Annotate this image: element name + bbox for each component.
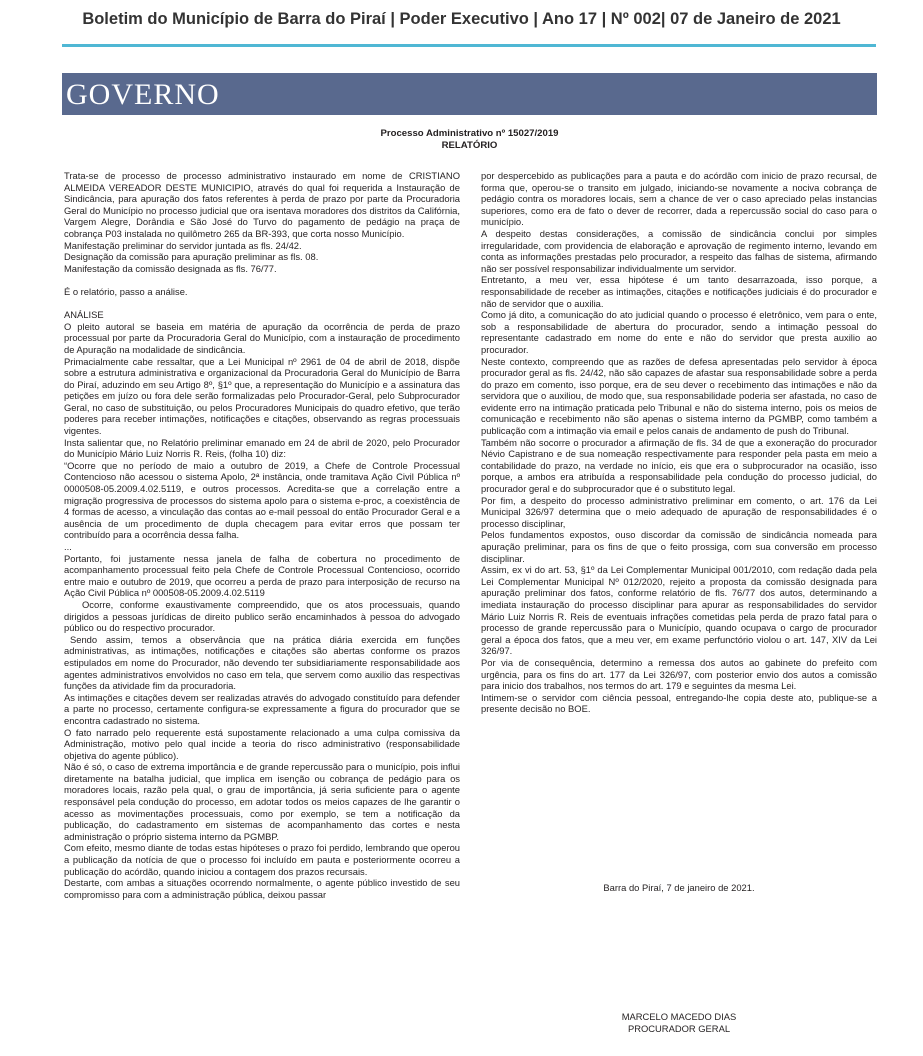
- paragraph: É o relatório, passo a análise.: [64, 285, 188, 297]
- paragraph: Por via de consequência, determino a remessa dos autos ao gabinete do prefeito com urgência, para os fins do art. 177 da Lei 326/97, com posterior envio dos autos a comissão para inicio dos trabalhos, nos termos do art. 179 e seguintes da mesma Lei.: [481, 656, 877, 692]
- paragraph: por despercebido as publicações para a pauta e do acórdão com inicio de prazo recursal, de forma que, operou-se o transito em julgado, iniciando-se novamente a nociva cobrança de pedágio contra os moradores locais, sem a chance de ver o caso apreciado pelas instancias superiores, como era de fato o dever de recorrer, dada a repercussão social do caso para o município.: [481, 170, 877, 228]
- ellipsis: ...: [64, 541, 72, 552]
- paragraph: Designação da comissão para apuração preliminar as fls. 08.: [64, 251, 319, 263]
- paragraph: Não é só, o caso de extrema importância e de grande repercussão para o município, pois influi diretamente na batalha judicial, que implica em isenção ou cobrança de pedágio para os moradores locais, razão pela qual, o grau de importância, já seria suficiente para o agente responsável pela condução do processo, em adotar todos os meios capazes de lhe garantir o acesso as movimentações processuais, como por exemplo, se tem a notificação da publicação, do cadastramento em sistemas de acompanhamento das cortes e nesta administração o próprio sistema interno da PGMBP.: [64, 761, 460, 842]
- paragraph: Ocorre, conforme exaustivamente compreendido, que os atos processuais, quando dirigidos a pessoas jurídicas de direito publico serão encaminhados à pessoa do advogado público ou do respectivo procurador.: [64, 598, 460, 634]
- date-line: Barra do Piraí, 7 de janeiro de 2021.: [603, 882, 755, 893]
- paragraph: O fato narrado pelo requerente está supostamente relacionado a uma culpa comissiva da Administração, motivo pelo qual incide a teoria do risco administrativo (responsabilidade objetiva do agente público).: [64, 726, 460, 761]
- paragraph: As intimações e citações devem ser realizadas através do advogado constituído para defender a parte no processo, certamente configura-se expressamente a figura do procurador que se encontra cadastrado no sistema.: [64, 691, 460, 726]
- header-divider: [62, 44, 876, 47]
- bulletin-header: Boletim do Município de Barra do Piraí | Poder Executivo | Ano 17 | Nº 002| 07 de Janeiro de 2021: [82, 10, 841, 28]
- paragraph: Manifestação da comissão designada as fls. 76/77.: [64, 262, 277, 274]
- right-column: [481, 170, 877, 715]
- paragraph: Trata-se de processo de processo administrativo instaurado em nome de CRISTIANO ALMEIDA VEREADOR DESTE MUNICIPIO, através do qual foi requerida a Instauração de Sindicância, para apuração dos fatos referentes à perda de prazo por parte da Procuradoria Geral do Município no processo judicial que ora isentava moradores dos distritos da Califórnia, Vargem Alegre, Dorândia e São José do Turvo do pagamento de pedágio na praça de cobrança P03 instalada no quilômetro 265 da BR-393, que corta nosso Município.: [64, 170, 460, 239]
- left-column: [64, 170, 460, 900]
- section-banner: GOVERNO: [62, 73, 877, 115]
- paragraph: Neste contexto, compreendo que as razões de defesa apresentadas pelo servidor à época procurador geral as fls. 24/42, não são capazes de afastar sua responsabilidade sobre a perda do prazo em comento, isso porque, era de seu dever o recebimento das intimações e não da servidora que o auxiliou, de modo que, sua responsabilidade poderia ser afastada, no caso de evidente erro na intimação praticada pelo Tribunal e não do sistema interno, pois os meios de comunicação e recebimento não são apenas o sistema interno da PGMBP, como também a publicação com a intimação via email e pelos canais de andamento de push do Tribunal.: [481, 355, 877, 437]
- paragraph: Como já dito, a comunicação do ato judicial quando o processo é eletrônico, vem para o ente, sob a responsabilidade de abertura do procurador, sendo a intimação pessoal do representante cadastrado em nome do ente e não do servidor que presta auxilio ao procurador.: [481, 309, 877, 355]
- document-heading: [62, 128, 877, 152]
- signer-role: PROCURADOR GERAL: [627, 1022, 731, 1034]
- paragraph: Primacialmente cabe ressaltar, que a Lei Municipal nº 2961 de 04 de abril de 2018, dispõe sobre a estrutura administrativa e organizacional da Procuradoria Geral do Município de Barra do Piraí, aduzindo em seu Artigo 8º, §1º que, a representação do Município e a assinatura das petições em juízo ou fora dele serão formalizadas pelo Procurador-Geral, pelo Subprocurador Geral, no caso de substituição, ou pelos Procuradores Municipais do quadro efetivo, que terão poderes para receber intimações, notificações e citações, observando as regras processuais vigentes.: [64, 355, 460, 437]
- paragraph: Destarte, com ambas a situações ocorrendo normalmente, o agente público investido de seu compromisso para com a administração pública, deixou passar: [64, 877, 460, 900]
- paragraph: Portanto, foi justamente nessa janela de falha de cobertura no procedimento de acompanhamento processual feito pela Chefe de Controle Processual Contencioso, ocorrido entre maio e outubro de 2019, que ocorreu a perda de prazo para interposição de recurso na Ação Civil Pública nº 000508-05.2009.4.02.5119: [64, 552, 460, 599]
- process-number: Processo Administrativo nº 15027/2019: [380, 128, 559, 139]
- paragraph: Assim, ex vi do art. 53, §1º da Lei Complementar Municipal 001/2010, com redação dada pela Lei Complementar Municipal Nº 012/2020, rejeito a proposta da comissão designada para apuração preliminar dos fatos, conforme relatório de fls. 76/77 dos autos, determinando a imediata instauração do processo disciplinar para apurar as responsabilidades do servidor Mário Luiz Norris R. Reis de eventuais infrações cometidas pela perda de prazo fatal para o processo de grande repercussão para o Município, quando ocupava o cargo de procurador geral a época dos fatos, que a meu ver, em exame perfunctório violou o art. 147, XIV da Lei 326/97.: [481, 564, 877, 657]
- paragraph: Intimem-se o servidor com ciência pessoal, entregando-lhe copia deste ato, publique-se a presente decisão no BOE.: [481, 691, 877, 715]
- document-kind: RELATÓRIO: [441, 140, 498, 151]
- spacer: [64, 298, 460, 310]
- paragraph: Insta salientar que, no Relatório preliminar emanado em 24 de abril de 2020, pelo Procurador do Município Mário Luiz Norris R. Reis, (folha 10) diz:: [64, 436, 460, 460]
- analysis-heading: ANÁLISE: [64, 309, 104, 321]
- quotation: “Ocorre que no período de maio a outubro de 2019, a Chefe de Controle Processual Contencioso não acessou o sistema Apolo, 2ª instância, onde tramitava Ação Civil Pública nº 0000508-05.2009.4.02.5119, e outros processos. Acredita-se que a correlação entre a migração progressiva de processos do sistema apolo para o sistema e-proc, a coexistência de 4 formas de acesso, a vinculação das contas ao e-mail pessoal do então Procurador Geral e a ausência de um procedimento de dupla checagem para evitar erros que possam ter contribuído para a ocorrência dessa falha.: [64, 459, 460, 541]
- signer-name: MARCELO MACEDO DIAS: [621, 1011, 737, 1022]
- paragraph: Também não socorre o procurador a afirmação de fls. 34 de que a exoneração do procurador Névio Capistrano e de sua nomeação respectivamente para responder pela pasta em meio a contabilidade do prazo, na verdade no início, eis que era o subprocurador na ocasião, isso porque, a ambos era atribuída a responsabilidade pela condução do processo judicial, do procurador geral e do subprocurador que é o substituto legal.: [481, 436, 877, 495]
- spacer: [64, 274, 460, 286]
- paragraph: A despeito destas considerações, a comissão de sindicância conclui por simples irregularidade, com providencia de elaboração e aprovação de regimento interno, levando em conta as informações prestadas pelo procurador, a respeito das falhas de sistema, afirmando não ser possível responsabilizar individualmente um servidor.: [481, 227, 877, 274]
- paragraph: O pleito autoral se baseia em matéria de apuração da ocorrência de perda de prazo processual por parte da Procuradoria Geral do Município, com a instauração de procedimento de Apuração na modalidade de sindicância.: [64, 320, 460, 355]
- paragraph: Entretanto, a meu ver, essa hipótese é um tanto desarrazoada, isso porque, a responsabilidade de receber as intimações, citações e notificações judiciais é do procurador e não de servidor que o auxilia.: [481, 274, 877, 309]
- paragraph: Por fim, a despeito do processo administrativo preliminar em comento, o art. 176 da Lei Municipal 326/97 determina que o meio adequado de apuração de responsabilidades é o processo disciplinar,: [481, 494, 877, 529]
- paragraph: Com efeito, mesmo diante de todas estas hipóteses o prazo foi perdido, lembrando que operou a publicação da notícia de que o processo foi incluído em pauta e posteriormente ocorreu a publicação do acórdão, quando iniciou a contagem dos prazos recursais.: [64, 842, 460, 877]
- signature-block: [481, 1011, 877, 1034]
- paragraph: Sendo assim, temos a observância que na prática diária exercida em funções administrativas, as intimações, notificações e citações são abertas conforme os prazos estipulados em nome do Procurador, não devendo ter subsidiariamente responsabilidade aos agentes administrativos envolvidos no caso em tela, que servem como auxilio das respectivas funções da atividade fim da procuradoria.: [64, 633, 460, 692]
- paragraph: Pelos fundamentos expostos, ouso discordar da comissão de sindicância nomeada para apuração preliminar, para os fins de que o feito prossiga, com sua conversão em processo disciplinar.: [481, 529, 877, 564]
- paragraph: Manifestação preliminar do servidor juntada as fls. 24/42.: [64, 239, 302, 251]
